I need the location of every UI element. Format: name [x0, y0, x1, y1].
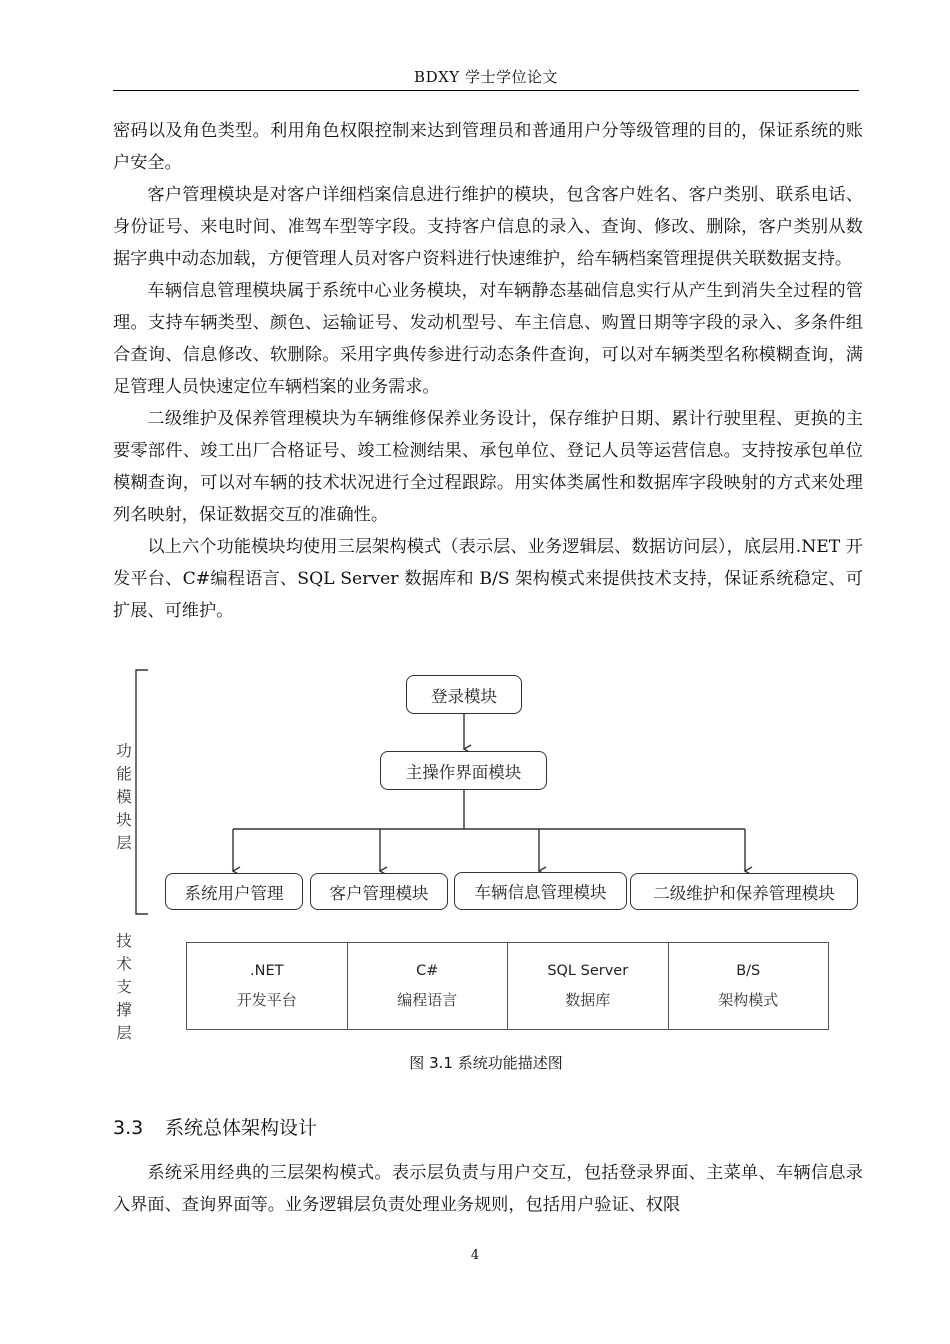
section-heading	[113, 1113, 317, 1140]
paragraph: 二级维护及保养管理模块为车辆维修保养业务设计，保存维护日期、累计行驶里程、更换的主要零部件、竣工出厂合格证号、竣工检测结果、承包单位、登记人员等运营信息。支持按承包单位模糊查询，可以对车辆的技术状况进行全过程跟踪。用实体类属性和数据库字段映射的方式来处理列名映射，保证数据交互的准确性。	[113, 409, 863, 525]
system-function-diagram	[110, 668, 860, 1048]
sub-module-vehicle: 车辆信息管理模块	[454, 872, 627, 910]
section-title: 系统总体架构设计	[165, 1117, 318, 1139]
layer-label-function: 功 能 模 块 层	[116, 742, 132, 852]
layer-bracket	[136, 670, 148, 914]
sub-module-maintenance: 二级维护和保养管理模块	[630, 873, 858, 910]
paragraph: 以上六个功能模块均使用三层架构模式（表示层、业务逻辑层、数据访问层），底层用.NET 开发平台、C#编程语言、SQL Server 数据库和 B/S 架构模式来提供技术支持，保证系统稳定、可扩展、可维护。	[113, 537, 863, 621]
main-module-box: 主操作界面模块	[380, 751, 547, 790]
tech-support-table	[186, 942, 829, 1030]
tech-cell	[508, 943, 669, 1030]
tech-name: B/S	[736, 962, 761, 979]
paragraph: 客户管理模块是对客户详细档案信息进行维护的模块，包含客户姓名、客户类别、联系电话、身份证号、来电时间、准驾车型等字段。支持客户信息的录入、查询、修改、删除，客户类别从数据字典中动态加载，方便管理人员对客户资料进行快速维护，给车辆档案管理提供关联数据支持。	[113, 185, 863, 269]
tech-cell	[187, 943, 348, 1030]
tech-desc: 数据库	[565, 990, 611, 1009]
paragraph: 密码以及角色类型。利用角色权限控制来达到管理员和普通用户分等级管理的目的，保证系统的账户安全。	[113, 121, 863, 173]
tech-name: C#	[416, 962, 439, 979]
body-text	[113, 115, 863, 627]
section-body	[113, 1157, 863, 1221]
paragraph: 系统采用经典的三层架构模式。表示层负责与用户交互，包括登录界面、主菜单、车辆信息录入界面、查询界面等。业务逻辑层负责处理业务规则，包括用户验证、权限	[113, 1163, 863, 1215]
tech-cell	[668, 943, 829, 1030]
paragraph: 车辆信息管理模块属于系统中心业务模块，对车辆静态基础信息实行从产生到消失全过程的管理。支持车辆类型、颜色、运输证号、发动机型号、车主信息、购置日期等字段的录入、多条件组合查询、信息修改、软删除。采用字典传参进行动态条件查询，可以对车辆类型名称模糊查询，满足管理人员快速定位车辆档案的业务需求。	[113, 281, 863, 397]
section-number: 3.3	[113, 1117, 144, 1139]
tech-desc: 开发平台	[236, 990, 297, 1009]
login-module-box: 登录模块	[406, 675, 522, 714]
tech-name: .NET	[250, 962, 284, 979]
sub-module-user: 系统用户管理	[165, 873, 303, 910]
tech-cell	[347, 943, 508, 1030]
page-header: BDXY 学士学位论文	[414, 68, 558, 86]
tech-name: SQL Server	[547, 962, 629, 979]
layer-label-tech: 技 术 支 撑 层	[116, 932, 132, 1042]
figure-caption: 图 3.1 系统功能描述图	[409, 1054, 563, 1072]
page-number: 4	[470, 1248, 480, 1263]
tech-desc: 编程语言	[397, 990, 458, 1009]
header-rule	[113, 90, 859, 91]
tech-desc: 架构模式	[718, 990, 779, 1009]
sub-module-customer: 客户管理模块	[310, 873, 448, 910]
